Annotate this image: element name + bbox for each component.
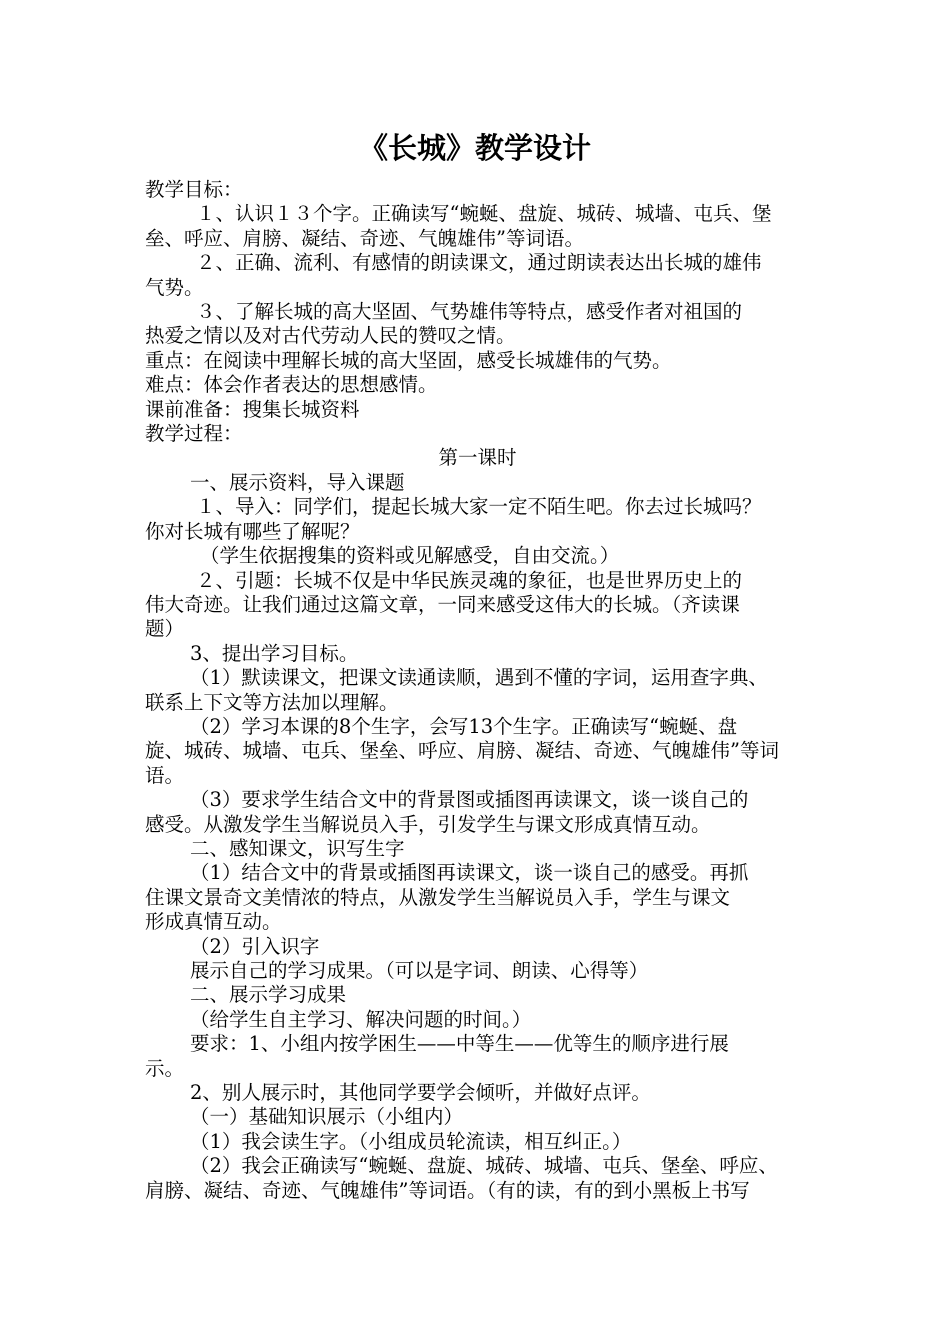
key-point: 重点：在阅读中理解长城的高大坚固，感受长城雄伟的气势。	[145, 348, 672, 372]
paragraph-line: （1）结合文中的背景或插图再读课文，谈一谈自己的感受。再抓	[190, 861, 749, 885]
objective-3-cont: 热爱之情以及对古代劳动人民的赞叹之情。	[145, 324, 516, 348]
paragraph-line: 联系上下文等方法加以理解。	[145, 690, 399, 714]
paragraph-line: 形成真情互动。	[145, 910, 282, 934]
paragraph-line: （一）基础知识展示（小组内）	[190, 1105, 464, 1129]
paragraph-line: 题）	[145, 617, 185, 641]
objective-3: ３、了解长城的高大坚固、气势雄伟等特点，感受作者对祖国的	[196, 300, 743, 324]
objective-2: ２、正确、流利、有感情的朗读课文，通过朗读表达出长城的雄伟	[196, 251, 762, 275]
paragraph-line: 2、别人展示时，其他同学要学会倾听，并做好点评。	[190, 1081, 651, 1105]
lesson-heading: 第一课时	[438, 446, 517, 470]
paragraph-line: （2）引入识字	[190, 934, 320, 958]
part-2-heading: 二、感知课文，识写生字	[190, 836, 405, 860]
document-body	[145, 178, 810, 1203]
section-heading-process: 教学过程：	[145, 422, 243, 446]
paragraph-line: （3）要求学生结合文中的背景图或插图再读课文，谈一谈自己的	[190, 788, 749, 812]
paragraph-line: 要求：1、小组内按学困生——中等生——优等生的顺序进行展	[190, 1032, 729, 1056]
part-1-heading: 一、展示资料，导入课题	[190, 470, 405, 494]
objective-1: １、认识１３个字。正确读写“蜿蜒、盘旋、城砖、城墙、屯兵、堡	[196, 202, 772, 226]
paragraph-line: ２、引题：长城不仅是中华民族灵魂的象征，也是世界历史上的	[196, 568, 743, 592]
objective-1-cont: 垒、呼应、肩膀、凝结、奇迹、气魄雄伟”等词语。	[145, 226, 584, 250]
paragraph-line: （给学生自主学习、解决问题的时间。）	[190, 1007, 532, 1031]
paragraph-line: （学生依据搜集的资料或见解感受，自由交流。）	[200, 544, 620, 568]
part-3-heading: 二、展示学习成果	[190, 983, 347, 1007]
paragraph-line: （1）我会读生字。（小组成员轮流读，相互纠正。）	[190, 1129, 632, 1153]
paragraph-line: （1）默读课文，把课文读通读顺，遇到不懂的字词，运用查字典、	[190, 666, 768, 690]
paragraph-line: 伟大奇迹。让我们通过这篇文章，一同来感受这伟大的长城。（齐读课	[145, 592, 740, 616]
paragraph-line: 展示自己的学习成果。（可以是字词、朗读、心得等）	[190, 959, 649, 982]
difficulty: 难点：体会作者表达的思想感情。	[145, 373, 438, 397]
paragraph-line: （2）学习本课的8个生字，会写13个生字。正确读写“蜿蜒、盘	[190, 714, 738, 738]
paragraph-line: 感受。从激发学生当解说员入手，引发学生与课文形成真情互动。	[145, 812, 711, 836]
paragraph-line: 肩膀、凝结、奇迹、气魄雄伟”等词语。（有的读，有的到小黑板上书写	[145, 1178, 750, 1202]
paragraph-line: 你对长城有哪些了解呢？	[145, 519, 360, 543]
document-title: 《长城》教学设计	[358, 131, 591, 165]
paragraph-line: １、导入：同学们，提起长城大家一定不陌生吧。你去过长城吗？	[196, 495, 762, 519]
paragraph-line: 示。	[145, 1056, 185, 1080]
paragraph-line: （2）我会正确读写“蜿蜒、盘旋、城砖、城墙、屯兵、堡垒、呼应、	[190, 1154, 778, 1178]
section-heading-objectives: 教学目标：	[145, 178, 243, 201]
paragraph-line: 旋、城砖、城墙、屯兵、堡垒、呼应、肩膀、凝结、奇迹、气魄雄伟”等词	[145, 739, 779, 763]
preparation: 课前准备：搜集长城资料	[145, 397, 360, 421]
objective-2-cont: 气势。	[145, 275, 204, 299]
paragraph-line: 3、提出学习目标。	[190, 641, 359, 665]
paragraph-line: 语。	[145, 763, 185, 787]
paragraph-line: 住课文景奇文美情浓的特点，从激发学生当解说员入手，学生与课文	[145, 885, 731, 909]
